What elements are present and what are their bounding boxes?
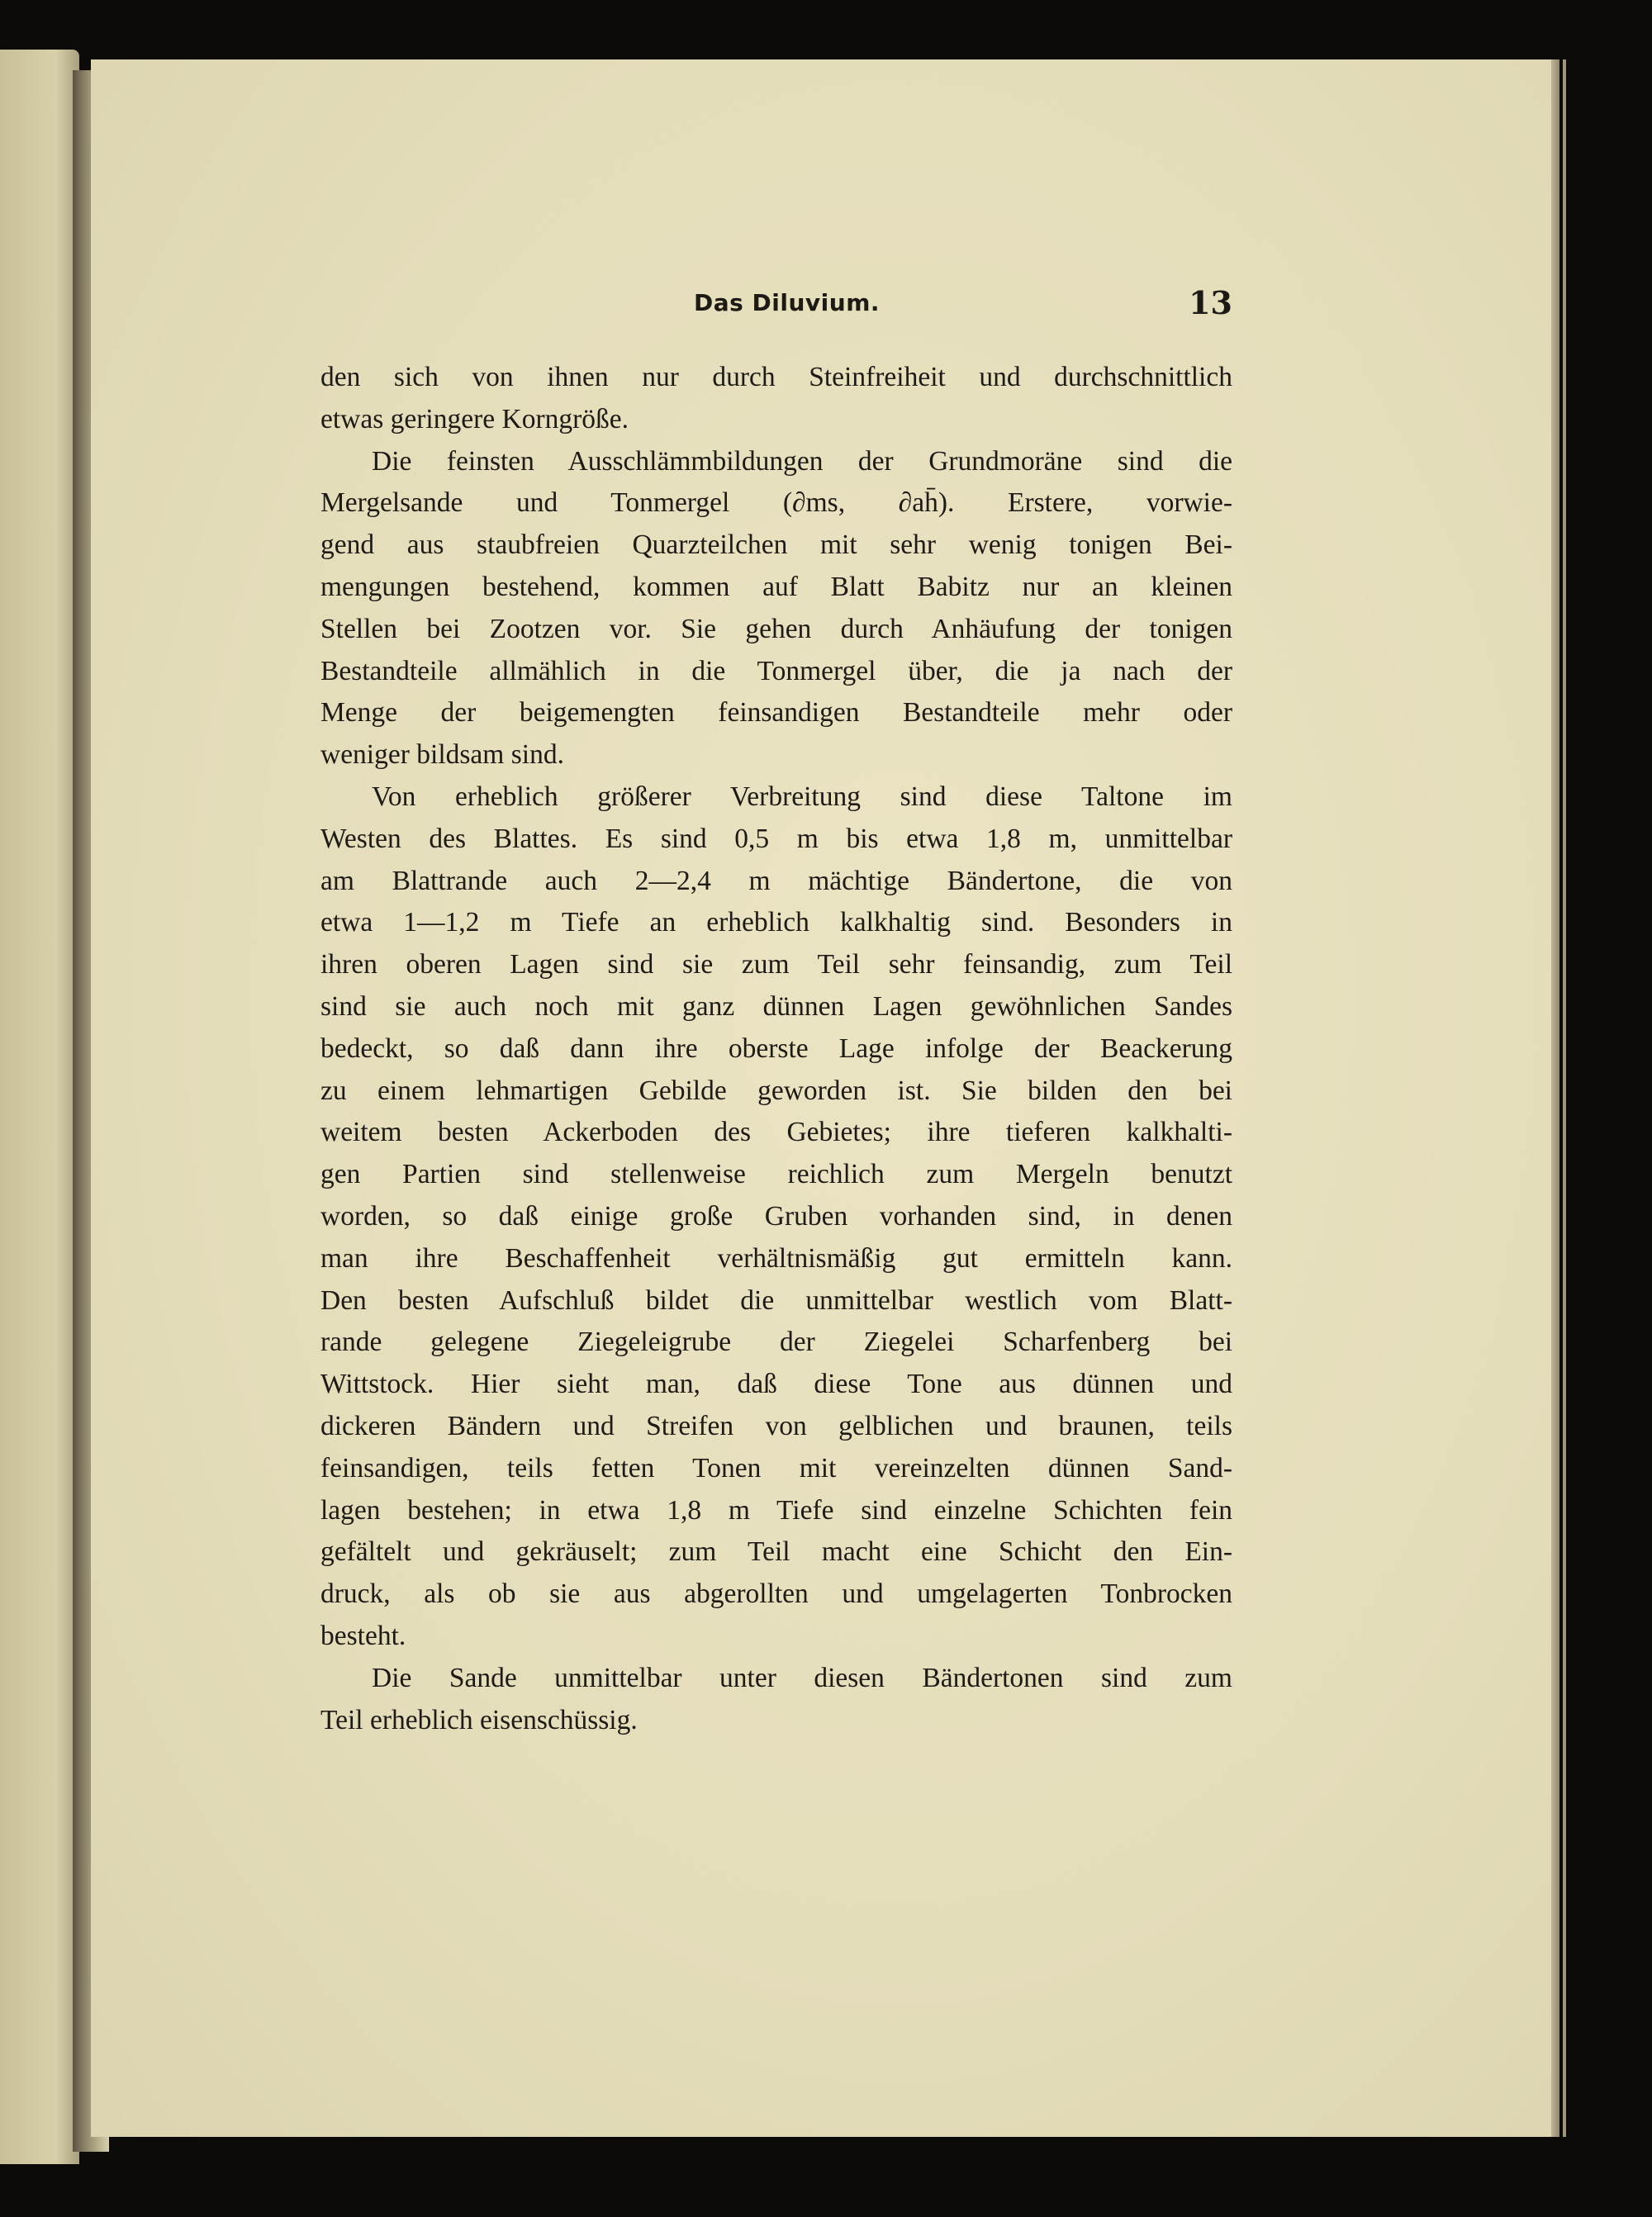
- body-text: [320, 357, 1232, 1741]
- text-line: feinsandigen, teils fetten Tonen mit vereinzelten dünnen Sand-: [320, 1452, 1232, 1484]
- text-line: Menge der beigemengten feinsandigen Bestandteile mehr oder: [320, 697, 1232, 729]
- text-line: am Blattrande auch 2—2,4 m mächtige Bändertone, die von: [320, 865, 1232, 896]
- text-line: Stellen bei Zootzen vor. Sie gehen durch Anhäufung der tonigen: [320, 613, 1232, 644]
- text-line: Bestandteile allmählich in die Tonmergel über, die ja nach der: [320, 655, 1232, 686]
- text-line: zu einem lehmartigen Gebilde geworden ist. Sie bilden den bei: [320, 1075, 1232, 1106]
- text-line: Westen des Blattes. Es sind 0,5 m bis etwa 1,8 m, unmittelbar: [320, 823, 1232, 854]
- text-line: Die Sande unmittelbar unter diesen Bändertonen sind zum: [372, 1662, 1232, 1693]
- text-line: man ihre Beschaffenheit verhältnismäßig gut ermitteln kann.: [320, 1242, 1232, 1274]
- text-line: etwa 1—1,2 m Tiefe an erheblich kalkhaltig sind. Besonders in: [320, 907, 1232, 938]
- text-line: besteht.: [320, 1620, 406, 1651]
- text-line: Den besten Aufschluß bildet die unmittelbar westlich vom Blatt-: [320, 1284, 1232, 1316]
- left-page-edge: [0, 50, 79, 2164]
- text-line: den sich von ihnen nur durch Steinfreiheit und durchschnittlich: [320, 362, 1232, 392]
- page-number: 13: [1189, 284, 1232, 321]
- text-line: lagen bestehen; in etwa 1,8 m Tiefe sind einzelne Schichten fein: [320, 1494, 1232, 1526]
- text-line: sind sie auch noch mit ganz dünnen Lagen gewöhnlichen Sandes: [320, 990, 1232, 1022]
- text-line: gend aus staubfreien Quarzteilchen mit sehr wenig tonigen Bei-: [320, 529, 1232, 561]
- text-line: weitem besten Ackerboden des Gebietes; ihre tieferen kalkhalti-: [320, 1117, 1232, 1148]
- text-line: Mergelsande und Tonmergel (∂ms, ∂ah̄). Erstere, vorwie-: [320, 487, 1232, 519]
- running-head: Das Diluvium.: [694, 289, 881, 316]
- text-line: gen Partien sind stellenweise reichlich zum Mergeln benutzt: [320, 1159, 1232, 1190]
- text-line: bedeckt, so daß dann ihre oberste Lage infolge der Beackerung: [320, 1033, 1232, 1064]
- text-line: Die feinsten Ausschlämmbildungen der Grundmoräne sind die: [372, 445, 1232, 477]
- text-line: gefältelt und gekräuselt; zum Teil macht eine Schicht den Ein-: [320, 1536, 1232, 1568]
- page-fore-edge: [1551, 59, 1559, 2137]
- text-line: druck, als ob sie aus abgerollten und umgelagerten Tonbrocken: [320, 1578, 1232, 1610]
- text-line: weniger bildsam sind.: [320, 739, 564, 771]
- text-line: Teil erheblich eisenschüssig.: [320, 1704, 638, 1735]
- text-line: Wittstock. Hier sieht man, daß diese Tone aus dünnen und: [320, 1369, 1232, 1400]
- text-line: dickeren Bändern und Streifen von gelblichen und braunen, teils: [320, 1410, 1232, 1441]
- text-line: worden, so daß einige große Gruben vorhanden sind, in denen: [320, 1200, 1232, 1232]
- page-header: [314, 284, 1239, 330]
- text-line: Von erheblich größerer Verbreitung sind diese Taltone im: [372, 781, 1232, 812]
- text-line: mengungen bestehend, kommen auf Blatt Babitz nur an kleinen: [320, 571, 1232, 602]
- text-line: rande gelegene Ziegeleigrube der Ziegelei Scharfenberg bei: [320, 1327, 1232, 1358]
- text-line: etwas geringere Korngröße.: [320, 403, 629, 434]
- text-line: ihren oberen Lagen sind sie zum Teil sehr feinsandig, zum Teil: [320, 949, 1232, 980]
